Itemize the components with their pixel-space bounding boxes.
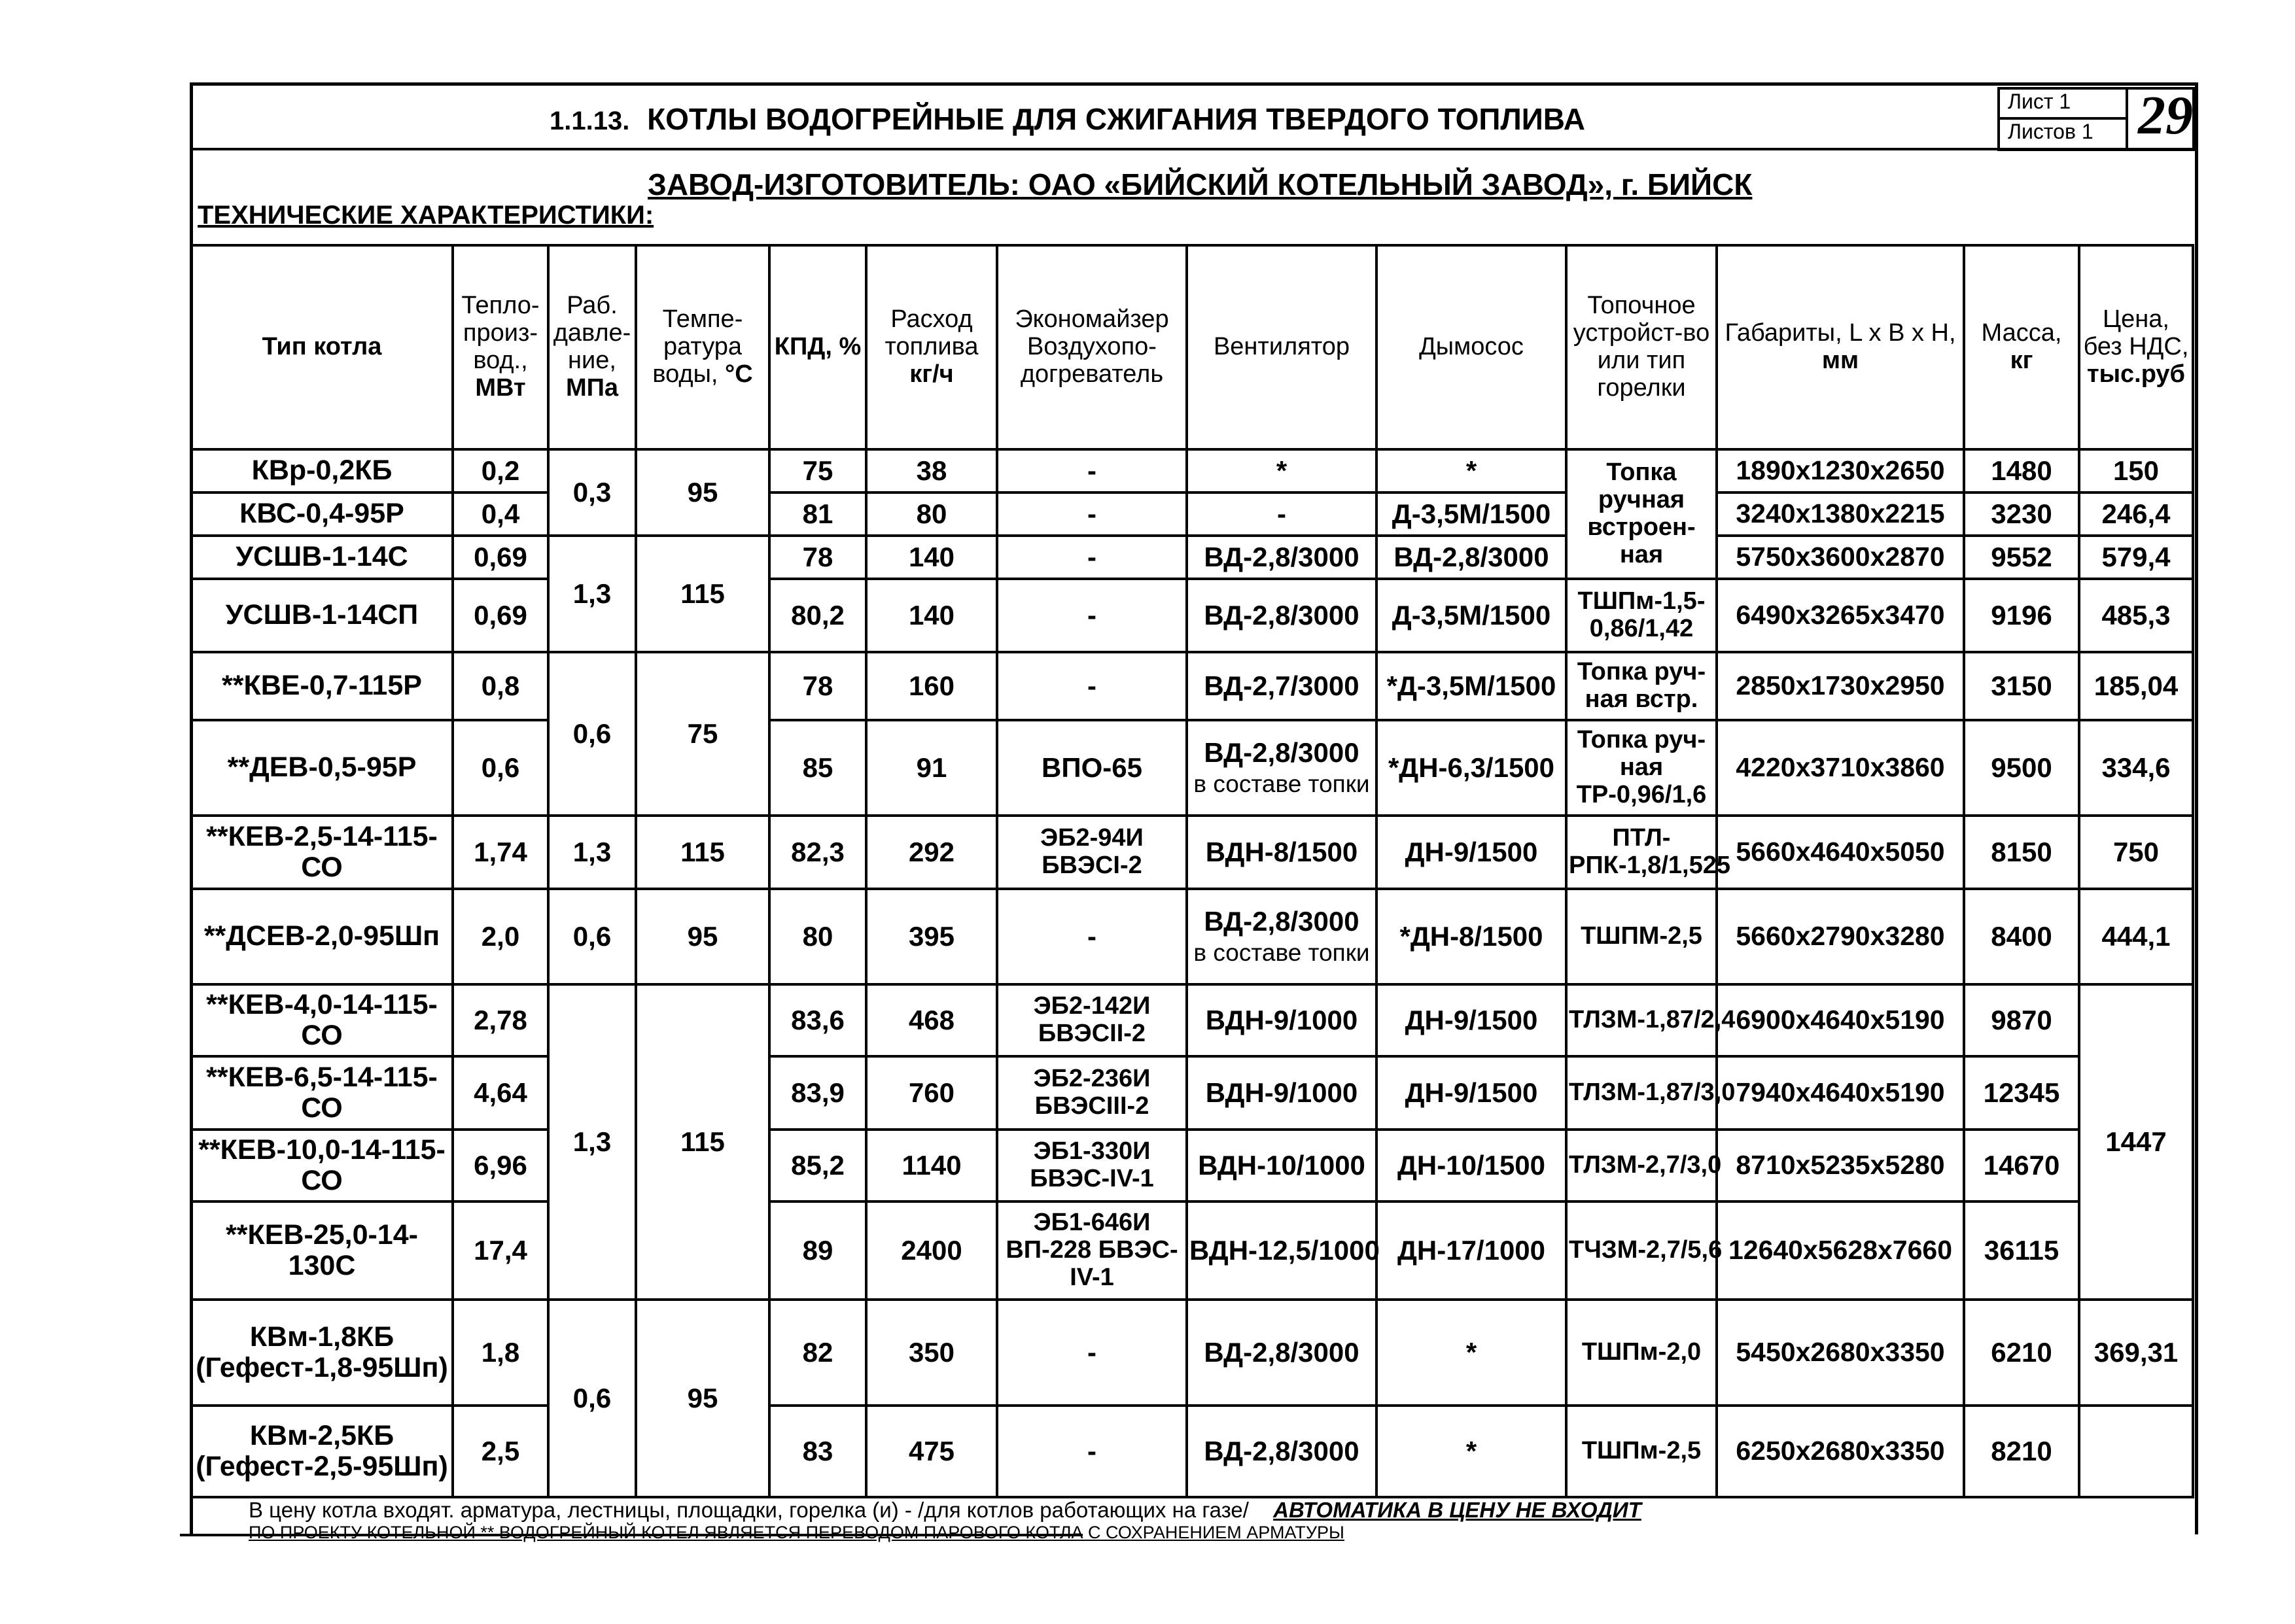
cell-fuel: 760 [866, 1056, 997, 1130]
cell-price: 150 [2079, 449, 2193, 492]
cell-dims: 6900x4640x5190 [1717, 984, 1964, 1056]
cell-efficiency: 80,2 [769, 579, 866, 652]
cell-type: КВм-2,5КБ (Гефест-2,5-95Шп) [191, 1406, 453, 1497]
table-row [191, 1130, 2193, 1201]
fan-note: в составе топки [1193, 770, 1370, 797]
cell-fan: ВДН-9/1000 [1187, 984, 1376, 1056]
cell-economizer: - [997, 579, 1187, 652]
cell-furnace: ТШПм-2,5 [1566, 1406, 1717, 1497]
cell-efficiency: 82 [769, 1300, 866, 1406]
cell-furnace: Топка ручная встроен-ная [1566, 449, 1717, 579]
cell-fuel: 140 [866, 579, 997, 652]
cell-mass: 3150 [1964, 652, 2079, 720]
cell-power: 2,0 [453, 889, 548, 984]
cell-efficiency: 83 [769, 1406, 866, 1497]
col-fan: Вентилятор [1187, 245, 1376, 449]
cell-mass: 1480 [1964, 449, 2079, 492]
page-title [550, 101, 1585, 137]
col-mass: Масса, кг [1964, 245, 2079, 449]
cell-efficiency: 78 [769, 536, 866, 579]
cell-temperature: 95 [636, 449, 769, 536]
cell-power: 0,2 [453, 449, 548, 492]
cell-exhauster: ДН-9/1500 [1376, 984, 1566, 1056]
cell-exhauster: * [1376, 449, 1566, 492]
footnote-included [249, 1498, 1641, 1523]
cell-type: КВр-0,2КБ [191, 449, 453, 492]
cell-furnace: ТЛЗМ-1,87/2,4 [1566, 984, 1717, 1056]
cell-temperature: 115 [636, 536, 769, 652]
sheets-label: Листов 1 [1997, 117, 2128, 151]
cell-dims: 3240x1380x2215 [1717, 492, 1964, 536]
cell-exhauster: Д-3,5М/1500 [1376, 579, 1566, 652]
cell-power: 0,6 [453, 720, 548, 816]
page-number: 29 [2138, 85, 2193, 146]
cell-economizer: - [997, 449, 1187, 492]
cell-efficiency: 80 [769, 889, 866, 984]
cell-type: **КЕВ-10,0-14-115-СО [191, 1130, 453, 1201]
cell-efficiency: 85 [769, 720, 866, 816]
cell-type: КВм-1,8КБ (Гефест-1,8-95Шп) [191, 1300, 453, 1406]
cell-dims: 6490x3265x3470 [1717, 579, 1964, 652]
boiler-table [190, 244, 2194, 1498]
cell-exhauster: * [1376, 1300, 1566, 1406]
footnote-text: В цену котла входят. арматура, лестницы, площадки, горелка (и) - /для котлов работающих на газе/ [249, 1498, 1249, 1522]
table-row [191, 536, 2193, 579]
cell-dims: 5450x2680x3350 [1717, 1300, 1964, 1406]
cell-type: **ДСЕВ-2,0-95Шп [191, 889, 453, 984]
cell-fan: ВД-2,7/3000 [1187, 652, 1376, 720]
cell-power: 17,4 [453, 1201, 548, 1300]
cell-fan: ВД-2,8/3000 [1187, 1300, 1376, 1406]
cell-exhauster: ДН-9/1500 [1376, 1056, 1566, 1130]
table-row [191, 1406, 2193, 1497]
col-price: Цена, без НДС, тыс.руб [2079, 245, 2193, 449]
cell-dims: 5660x4640x5050 [1717, 816, 1964, 889]
cell-mass: 8400 [1964, 889, 2079, 984]
cell-pressure: 0,6 [548, 1300, 636, 1497]
cell-mass: 12345 [1964, 1056, 2079, 1130]
cell-type: КВС-0,4-95Р [191, 492, 453, 536]
cell-furnace: ТЧЗМ-2,7/5,6 [1566, 1201, 1717, 1300]
cell-exhauster: ВД-2,8/3000 [1376, 536, 1566, 579]
footnote-automation: АВТОМАТИКА В ЦЕНУ НЕ ВХОДИТ [1273, 1498, 1641, 1522]
cell-pressure: 0,6 [548, 889, 636, 984]
table-row [191, 984, 2193, 1056]
cell-economizer: ЭБ2-142И БВЭСII-2 [997, 984, 1187, 1056]
cell-efficiency: 78 [769, 652, 866, 720]
cell-temperature: 115 [636, 816, 769, 889]
cell-price: 369,31 [2079, 1300, 2193, 1406]
cell-fuel: 2400 [866, 1201, 997, 1300]
cell-price: 334,6 [2079, 720, 2193, 816]
table-row [191, 652, 2193, 720]
cell-exhauster: ДН-9/1500 [1376, 816, 1566, 889]
cell-fuel: 1140 [866, 1130, 997, 1201]
cell-exhauster: * [1376, 1406, 1566, 1497]
cell-fan: ВД-2,8/3000 в составе топки [1187, 889, 1376, 984]
table-row [191, 449, 2193, 492]
cell-dims: 5750x3600x2870 [1717, 536, 1964, 579]
cell-furnace: ТШПм-2,0 [1566, 1300, 1717, 1406]
table-row [191, 889, 2193, 984]
table-row [191, 1300, 2193, 1406]
cell-mass: 8150 [1964, 816, 2079, 889]
cell-pressure: 1,3 [548, 536, 636, 652]
cell-dims: 6250x2680x3350 [1717, 1406, 1964, 1497]
fan-note: в составе топки [1193, 939, 1370, 966]
table-header-row [191, 245, 2193, 449]
cell-fan: ВД-2,8/3000 [1187, 536, 1376, 579]
footnote-conversion: ПО ПРОЕКТУ КОТЕЛЬНОЙ ** ВОДОГРЕЙНЫЙ КОТЕЛ ЯВЛЯЕТСЯ ПЕРЕВОДОМ ПАРОВОГО КОТЛА С СОХРАНЕНИЕМ АРМАТУРЫ [249, 1523, 1344, 1542]
table-row [191, 1056, 2193, 1130]
cell-economizer: ЭБ1-330И БВЭС-IV-1 [997, 1130, 1187, 1201]
cell-fuel: 160 [866, 652, 997, 720]
cell-efficiency: 82,3 [769, 816, 866, 889]
cell-exhauster: ДН-10/1500 [1376, 1130, 1566, 1201]
cell-economizer: - [997, 492, 1187, 536]
cell-power: 4,64 [453, 1056, 548, 1130]
cell-efficiency: 89 [769, 1201, 866, 1300]
cell-dims: 4220x3710x3860 [1717, 720, 1964, 816]
cell-economizer: - [997, 652, 1187, 720]
cell-pressure: 1,3 [548, 816, 636, 889]
cell-power: 0,8 [453, 652, 548, 720]
cell-mass: 36115 [1964, 1201, 2079, 1300]
cell-fuel: 292 [866, 816, 997, 889]
cell-power: 1,74 [453, 816, 548, 889]
cell-power: 6,96 [453, 1130, 548, 1201]
cell-mass: 9552 [1964, 536, 2079, 579]
cell-power: 2,5 [453, 1406, 548, 1497]
cell-power: 0,69 [453, 579, 548, 652]
cell-dims: 8710x5235x5280 [1717, 1130, 1964, 1201]
table-row [191, 492, 2193, 536]
cell-efficiency: 75 [769, 449, 866, 492]
cell-temperature: 75 [636, 652, 769, 816]
cell-type: **КЕВ-4,0-14-115-СО [191, 984, 453, 1056]
cell-fuel: 91 [866, 720, 997, 816]
cell-type: УСШВ-1-14С [191, 536, 453, 579]
cell-furnace: Топка руч-ная ТР-0,96/1,6 [1566, 720, 1717, 816]
col-power: Тепло-произ-вод., МВт [453, 245, 548, 449]
cell-mass: 6210 [1964, 1300, 2079, 1406]
col-pressure: Раб. давле-ние, МПа [548, 245, 636, 449]
cell-type: **КЕВ-2,5-14-115-СО [191, 816, 453, 889]
cell-fan: * [1187, 449, 1376, 492]
cell-economizer: ЭБ2-236И БВЭСIII-2 [997, 1056, 1187, 1130]
cell-furnace: ПТЛ-РПК-1,8/1,525 [1566, 816, 1717, 889]
cell-economizer: - [997, 889, 1187, 984]
cell-power: 0,69 [453, 536, 548, 579]
cell-mass: 3230 [1964, 492, 2079, 536]
cell-fan: ВДН-9/1000 [1187, 1056, 1376, 1130]
cell-exhauster: *ДН-8/1500 [1376, 889, 1566, 984]
cell-price: 485,3 [2079, 579, 2193, 652]
cell-temperature: 95 [636, 1300, 769, 1497]
cell-fan: ВД-2,8/3000 [1187, 1406, 1376, 1497]
cell-fan: ВД-2,8/3000 [1187, 579, 1376, 652]
col-dims: Габариты, L х В х Н, мм [1717, 245, 1964, 449]
cell-power: 1,8 [453, 1300, 548, 1406]
col-furnace: Топочное устройст-во или тип горелки [1566, 245, 1717, 449]
cell-fan: ВДН-8/1500 [1187, 816, 1376, 889]
cell-furnace: ТЛЗМ-1,87/3,0 [1566, 1056, 1717, 1130]
cell-price [2079, 1406, 2193, 1497]
cell-type: **КЕВ-6,5-14-115-СО [191, 1056, 453, 1130]
cell-price: 444,1 [2079, 889, 2193, 984]
cell-furnace: ТЛЗМ-2,7/3,0 [1566, 1130, 1717, 1201]
table-row [191, 816, 2193, 889]
cell-efficiency: 85,2 [769, 1130, 866, 1201]
cell-fuel: 475 [866, 1406, 997, 1497]
cell-economizer: ЭБ1-646И ВП-228 БВЭС-IV-1 [997, 1201, 1187, 1300]
sheet-label: Лист 1 [1997, 87, 2128, 120]
title-text: КОТЛЫ ВОДОГРЕЙНЫЕ ДЛЯ СЖИГАНИЯ ТВЕРДОГО ТОПЛИВА [647, 102, 1585, 136]
cell-power: 2,78 [453, 984, 548, 1056]
cell-fan: ВДН-12,5/1000 [1187, 1201, 1376, 1300]
cell-power: 0,4 [453, 492, 548, 536]
cell-fan: ВДН-10/1000 [1187, 1130, 1376, 1201]
cell-economizer: ЭБ2-94И БВЭСI-2 [997, 816, 1187, 889]
cell-fan: ВД-2,8/3000 в составе топки [1187, 720, 1376, 816]
title-divider [190, 148, 2198, 150]
cell-economizer: ВПО-65 [997, 720, 1187, 816]
cell-fuel: 468 [866, 984, 997, 1056]
manufacturer: ЗАВОД-ИЗГОТОВИТЕЛЬ: ОАО «БИЙСКИЙ КОТЕЛЬНЫЙ ЗАВОД», г. БИЙСК [648, 167, 1753, 201]
cell-exhauster: *ДН-6,3/1500 [1376, 720, 1566, 816]
cell-type: УСШВ-1-14СП [191, 579, 453, 652]
cell-type: **ДЕВ-0,5-95Р [191, 720, 453, 816]
cell-mass: 9870 [1964, 984, 2079, 1056]
cell-exhauster: *Д-3,5М/1500 [1376, 652, 1566, 720]
col-economizer: Экономайзер Воздухопо-догреватель [997, 245, 1187, 449]
cell-price: 750 [2079, 816, 2193, 889]
cell-pressure: 0,6 [548, 652, 636, 816]
cell-mass: 14670 [1964, 1130, 2079, 1201]
cell-dims: 1890x1230x2650 [1717, 449, 1964, 492]
cell-efficiency: 81 [769, 492, 866, 536]
cell-fuel: 350 [866, 1300, 997, 1406]
cell-price: 1447 [2079, 984, 2193, 1300]
cell-fuel: 80 [866, 492, 997, 536]
cell-type: **КВЕ-0,7-115Р [191, 652, 453, 720]
cell-fuel: 140 [866, 536, 997, 579]
cell-furnace: ТШПм-1,5-0,86/1,42 [1566, 579, 1717, 652]
col-fuel: Расход топлива кг/ч [866, 245, 997, 449]
cell-type: **КЕВ-25,0-14-130С [191, 1201, 453, 1300]
cell-mass: 9500 [1964, 720, 2079, 816]
table-row [191, 1201, 2193, 1300]
cell-pressure: 0,3 [548, 449, 636, 536]
cell-pressure: 1,3 [548, 984, 636, 1300]
cell-economizer: - [997, 1406, 1187, 1497]
cell-economizer: - [997, 1300, 1187, 1406]
cell-fuel: 395 [866, 889, 997, 984]
cell-dims: 7940x4640x5190 [1717, 1056, 1964, 1130]
col-efficiency: КПД, % [769, 245, 866, 449]
cell-price: 185,04 [2079, 652, 2193, 720]
cell-dims: 2850x1730x2950 [1717, 652, 1964, 720]
cell-economizer: - [997, 536, 1187, 579]
cell-fan: - [1187, 492, 1376, 536]
cell-furnace: ТШПМ-2,5 [1566, 889, 1717, 984]
cell-mass: 8210 [1964, 1406, 2079, 1497]
cell-price: 246,4 [2079, 492, 2193, 536]
bottom-divider [180, 1534, 1083, 1536]
cell-efficiency: 83,9 [769, 1056, 866, 1130]
cell-efficiency: 83,6 [769, 984, 866, 1056]
cell-furnace: Топка руч-ная встр. [1566, 652, 1717, 720]
cell-dims: 12640x5628x7660 [1717, 1201, 1964, 1300]
cell-mass: 9196 [1964, 579, 2079, 652]
cell-temperature: 95 [636, 889, 769, 984]
cell-exhauster: Д-3,5М/1500 [1376, 492, 1566, 536]
col-type: Тип котла [191, 245, 453, 449]
col-temperature: Темпе-ратура воды, °С [636, 245, 769, 449]
section-number: 1.1.13. [550, 107, 630, 135]
col-exhauster: Дымосос [1376, 245, 1566, 449]
cell-fuel: 38 [866, 449, 997, 492]
cell-exhauster: ДН-17/1000 [1376, 1201, 1566, 1300]
cell-dims: 5660x2790x3280 [1717, 889, 1964, 984]
cell-temperature: 115 [636, 984, 769, 1300]
table-row [191, 720, 2193, 816]
specs-heading: ТЕХНИЧЕСКИЕ ХАРАКТЕРИСТИКИ: [198, 201, 654, 230]
table-row [191, 579, 2193, 652]
cell-price: 579,4 [2079, 536, 2193, 579]
